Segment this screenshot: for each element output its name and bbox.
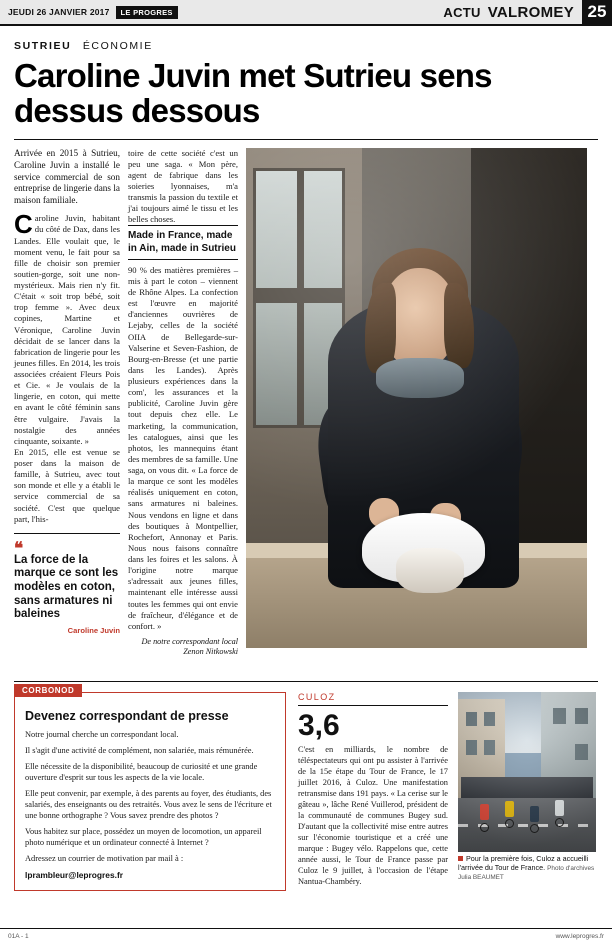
brief-section bbox=[298, 692, 598, 890]
brief-big-number: 3,6 bbox=[298, 709, 340, 743]
bottom-sections bbox=[14, 686, 598, 890]
photo-credit: Photo d'archives Julia BEAUMET bbox=[458, 865, 595, 882]
publication-date: JEUDI 26 JANVIER 2017 bbox=[8, 7, 110, 17]
page-footer bbox=[0, 928, 612, 944]
newspaper-logo: LE PROGRES bbox=[116, 6, 178, 19]
notice-town-tag: CORBONOD bbox=[14, 684, 82, 697]
article-subheading: Made in France, made in Ain, made in Sutrieu bbox=[128, 225, 238, 259]
article-column-2 bbox=[128, 148, 238, 658]
article-paragraph: En 2015, elle est venue se poser dans la maison de famille, à Sutrieu, avec tout son monde et elle y a établi le service commercial de sa société. C'est que quelque part, l'his- bbox=[14, 446, 120, 524]
footer-edition-code: 01A - 1 bbox=[8, 933, 29, 940]
notice-paragraph: Notre journal cherche un correspondant local. bbox=[25, 730, 179, 740]
brief-body-text: C'est en milliards, le nombre de téléspectateurs qui ont pu assister à l'arrivée de la 15e étape du Tour de France, le 17 juillet 2016, à Culoz. Une manifestation retransmise dans 191 pays. « La cerise sur le gâteau », lâche René Vuillerod, président de la communauté de communes Bugey sud. D'autant que la collectivité mise entre autres sur l'économie touristique et a créé une marque : Bugey vélo. Rappelons que, cette année aussi, le Tour de France passe par Culoz le 9 juillet, à l'occasion de l'étape Nantua-Chambéry. bbox=[298, 745, 448, 886]
article-col2-top bbox=[128, 148, 238, 226]
brief-kicker: CULOZ bbox=[298, 692, 448, 706]
notice-paragraph: Elle nécessite de la disponibilité, beaucoup de curiosité et une grande ouverture d'esprit sur tous les aspects de la vie locale. bbox=[25, 762, 258, 783]
brief-text-column bbox=[298, 692, 448, 890]
article-kicker bbox=[14, 40, 598, 52]
masthead-actu-label: ACTU bbox=[443, 4, 481, 20]
headline-divider bbox=[14, 139, 598, 140]
notice-paragraph: Adressez un courrier de motivation par mail à : bbox=[25, 853, 184, 863]
kicker-rubric: ÉCONOMIE bbox=[82, 40, 153, 52]
main-photo-block bbox=[246, 148, 587, 658]
quote-open-icon: ❝ bbox=[14, 538, 24, 558]
masthead-section-label: VALROMEY bbox=[487, 3, 574, 21]
article-paragraph: Caroline Juvin, habitant du côté de Dax, dans les Landes. Elle voulait que, le moment venu, le fait pour sa fille de choisir son premier soutien-gorge, soit une non-mystérieux. Mais rien n'y fit. C'était « soit trop bébé, soit trop femme ». Avec deux copines, Martine et Véronique, Caroline Juvin décidait de se lancer dans la fabrication de lingerie pour les jeunes filles. En 2014, les trois associées créaient Fleurs Pois et Cie. « Je voulais de la lingerie, en coton, qui mette en avant le côté féminin sans être vulgaire. J'avais la nostalgie des années cinquante, soixante. » bbox=[14, 209, 120, 446]
caption-bullet-icon bbox=[458, 856, 463, 861]
brief-photo-block bbox=[458, 692, 596, 890]
page-title: Caroline Juvin met Sutrieu sens dessus dessous bbox=[14, 57, 492, 130]
article-standfirst: Arrivée en 2015 à Sutrieu, Caroline Juvin a installé le service commercial de son entreprise de lingerie dans la maison familiale. bbox=[14, 147, 120, 206]
pull-quote-author: Caroline Juvin bbox=[67, 625, 120, 635]
main-photo bbox=[246, 148, 587, 648]
notice-email-link[interactable]: lprambleur@leprogres.fr bbox=[25, 869, 123, 880]
article-col2-bottom bbox=[128, 265, 238, 632]
correspondent-notice-box bbox=[14, 686, 286, 890]
page-number: 25 bbox=[582, 0, 612, 25]
kicker-town: SUTRIEU bbox=[14, 40, 72, 52]
article-column-1 bbox=[14, 148, 120, 658]
article-paragraph: 90 % des matières premières – mis à part le coton – viennent de Rhône Alpes. La confection est l'œuvre en majorité d'anciennes ouvrières de Lejaby, celles de la société OIIA de Bellegarde-sur-Valserine et Seven-Fashion, de Bourg-en-Bresse (et une partie dans les Landes). Après plusieurs expériences dans la com', les assurances et la publicité, Caroline Juvin gère tout depuis chez elle. Le marketing, la communication, les catalogues, ainsi que les photos, les mannequins étant des membres de sa famille. Une saga, on vous dit. « La force de la marque ce sont les modèles réalisés uniquement en coton, sans armatures ni baleines. Nous vendons en ligne et dans des boutiques à Montpellier, Rochefort, Annonay et Paris. Nous nous faisons connaître dans les foires et les salons. À l'origine notre marque s'adressait aux jeunes filles, maintenant elle intéresse aussi toutes les femmes qui ont envie de fraîcheur, d'élégance et de confort. » bbox=[128, 264, 238, 631]
notice-title: Devenez correspondant de presse bbox=[25, 709, 229, 724]
brief-photo bbox=[458, 692, 596, 852]
notice-paragraph: Vous habitez sur place, possédez un moyen de locomotion, un appareil photo numérique et un ordinateur connecté à Internet ? bbox=[25, 826, 262, 847]
article-body bbox=[14, 148, 598, 658]
pull-quote-text: La force de la marque ce sont les modèles en coton, sans armatures ni baleines bbox=[14, 553, 119, 621]
notice-paragraph: Elle peut convenir, par exemple, à des parents au foyer, des étudiants, des salariés, des enseignants ou des retraités. Vous avez le sens de l'écriture et une bonne orthographe ? Vous savez prendre des photos ? bbox=[25, 789, 272, 820]
article-col1-text bbox=[14, 209, 120, 525]
section-divider bbox=[14, 681, 598, 682]
caption-text: Pour la première fois, Culoz a accueilli l'arrivée du Tour de France. bbox=[458, 854, 589, 873]
article-signature: De notre correspondant local Zenon Nitkowski bbox=[141, 636, 238, 657]
brief-photo-caption bbox=[458, 855, 596, 881]
footer-website: www.leprogres.fr bbox=[555, 933, 604, 940]
masthead-bar bbox=[0, 0, 612, 26]
article-paragraph: toire de cette société c'est un peu une saga. « Mon père, agent de fabrique dans les soieries lyonnaises, m'a transmis la passion du textile et j'ai toujours aimé le tissu et les belles choses. bbox=[128, 147, 238, 225]
pull-quote bbox=[14, 533, 120, 635]
notice-paragraph: Il s'agit d'une activité de complément, non salariée, mais rémunérée. bbox=[25, 746, 254, 756]
masthead-right bbox=[443, 0, 612, 25]
